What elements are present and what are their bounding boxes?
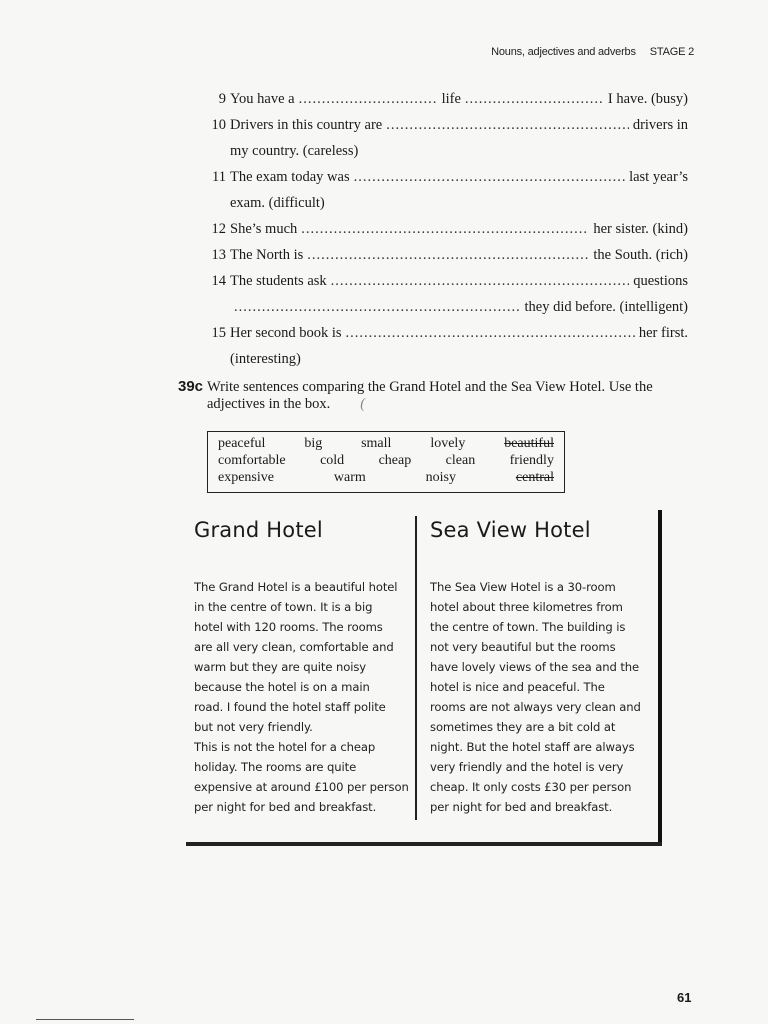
- exercise-item: [208, 268, 688, 320]
- word-box-word: cold: [320, 453, 345, 468]
- word-box-word: lovely: [430, 436, 466, 451]
- word-box-word: big: [304, 436, 323, 451]
- text-line: road. I found the hotel staff polite: [194, 700, 386, 714]
- text-line: very friendly and the hotel is very: [430, 760, 624, 774]
- answer-blank: [234, 294, 521, 320]
- answer-blank: [386, 112, 629, 138]
- exercise-item: [208, 216, 688, 242]
- text-line: rooms are not always very clean and: [430, 700, 641, 714]
- sea-view-hotel-text: [430, 577, 650, 817]
- item-text: drivers in: [632, 117, 688, 133]
- word-box-word: comfortable: [218, 453, 286, 468]
- item-line: [230, 138, 688, 164]
- text-line: night. But the hotel staff are always: [430, 740, 635, 754]
- page-number: 61: [677, 990, 692, 1005]
- item-text: her first.: [638, 325, 688, 341]
- word-box-word: clean: [445, 453, 476, 468]
- item-text: her sister. (kind): [593, 221, 688, 237]
- word-box-word: small: [361, 436, 392, 451]
- word-box-row: [208, 432, 564, 452]
- text-line: are all very clean, comfortable and: [194, 640, 394, 654]
- word-box-word: central: [515, 470, 554, 485]
- header-stage: STAGE 2: [649, 46, 694, 58]
- text-line: expensive at around £100 per person: [194, 780, 409, 794]
- answer-blank: [307, 242, 589, 268]
- task-39c: [178, 378, 698, 413]
- text-line: The Sea View Hotel is a 30-room: [430, 580, 616, 594]
- grand-hotel-text: [194, 577, 414, 817]
- text-line: not very beautiful but the rooms: [430, 640, 616, 654]
- text-line: but not very friendly.: [194, 720, 313, 734]
- item-line: [230, 346, 688, 372]
- item-line: [230, 268, 688, 294]
- answer-blank: [354, 164, 625, 190]
- item-text: last year’s: [629, 169, 688, 185]
- item-number: 15: [211, 325, 226, 341]
- item-number: 12: [211, 221, 226, 237]
- item-line: [230, 294, 688, 320]
- text-line: hotel about three kilometres from: [430, 600, 623, 614]
- hotel-descriptions: [186, 510, 660, 844]
- exercise-item: [208, 164, 688, 216]
- text-line: This is not the hotel for a cheap: [194, 740, 376, 754]
- footer-rule: [36, 1019, 134, 1020]
- text-line: warm but they are quite noisy: [194, 660, 367, 674]
- adjective-word-box: [207, 431, 565, 493]
- item-text: The North is: [230, 247, 304, 263]
- grand-hotel-title: Grand Hotel: [194, 518, 323, 542]
- word-box-word: beautiful: [504, 436, 554, 451]
- item-text: Her second book is: [230, 325, 342, 341]
- item-line: [230, 164, 688, 190]
- item-text: they did before. (intelligent): [524, 299, 688, 315]
- word-box-row: [208, 469, 564, 486]
- word-box-word: peaceful: [218, 436, 266, 451]
- item-number: 13: [211, 247, 226, 263]
- exercise-item: [208, 112, 688, 164]
- pen-mark: (: [360, 396, 366, 412]
- text-line: sometimes they are a bit cold at: [430, 720, 616, 734]
- item-text: You have a: [230, 91, 295, 107]
- item-number: 14: [211, 273, 226, 289]
- task-code: 39c: [178, 378, 204, 395]
- answer-blank: [465, 86, 604, 112]
- text-line: per night for bed and breakfast.: [430, 800, 613, 814]
- item-text: exam. (difficult): [230, 195, 325, 211]
- answer-blank: [301, 216, 589, 242]
- word-box-word: warm: [333, 470, 366, 485]
- text-line: cheap. It only costs £30 per person: [430, 780, 632, 794]
- item-line: [230, 216, 688, 242]
- header-title: Nouns, adjectives and adverbs: [491, 46, 636, 58]
- word-box-row: [208, 452, 564, 469]
- item-text: the South. (rich): [593, 247, 688, 263]
- grand-hotel-column: [194, 510, 414, 817]
- answer-blank: [346, 320, 635, 346]
- running-header: [491, 46, 694, 58]
- text-line: have lovely views of the sea and the: [430, 660, 640, 674]
- text-line: hotel is nice and peaceful. The: [430, 680, 605, 694]
- frame-right-edge: [658, 510, 662, 846]
- sea-view-hotel-column: [430, 510, 650, 817]
- exercise-item: [208, 86, 688, 112]
- task-instruction-line1: Write sentences comparing the Grand Hotel and the Sea View Hotel. Use the: [207, 379, 653, 395]
- item-text: I have. (busy): [607, 91, 689, 107]
- word-box-word: cheap: [378, 453, 412, 468]
- task-instruction-line2: adjectives in the box.: [207, 396, 331, 412]
- text-line: in the centre of town. It is a big: [194, 600, 373, 614]
- item-number: 9: [218, 91, 226, 107]
- answer-blank: [299, 86, 438, 112]
- sea-view-hotel-title: Sea View Hotel: [430, 518, 591, 542]
- item-text: life: [441, 91, 461, 107]
- item-line: [230, 112, 688, 138]
- item-text: questions: [633, 273, 688, 289]
- text-line: holiday. The rooms are quite: [194, 760, 357, 774]
- word-box-word: friendly: [509, 453, 554, 468]
- item-line: [230, 190, 688, 216]
- answer-blank: [331, 268, 630, 294]
- item-line: [230, 320, 688, 346]
- item-text: (interesting): [230, 351, 301, 367]
- exercise-item: [208, 242, 688, 268]
- text-line: per night for bed and breakfast.: [194, 800, 377, 814]
- text-line: because the hotel is on a main: [194, 680, 370, 694]
- text-line: the centre of town. The building is: [430, 620, 626, 634]
- exercise-item: [208, 320, 688, 372]
- item-text: my country. (careless): [230, 143, 359, 159]
- item-number: 10: [211, 117, 226, 133]
- text-line: hotel with 120 rooms. The rooms: [194, 620, 383, 634]
- item-text: She’s much: [230, 221, 298, 237]
- item-number: 11: [212, 169, 226, 185]
- item-text: The exam today was: [230, 169, 350, 185]
- frame-bottom-edge: [186, 842, 662, 846]
- word-box-word: noisy: [425, 470, 456, 485]
- column-divider: [415, 516, 417, 820]
- exercise-list: [208, 86, 688, 372]
- text-line: The Grand Hotel is a beautiful hotel: [194, 580, 398, 594]
- item-line: [230, 86, 688, 112]
- item-text: Drivers in this country are: [230, 117, 383, 133]
- word-box-word: expensive: [218, 470, 274, 485]
- item-text: The students ask: [230, 273, 327, 289]
- item-line: [230, 242, 688, 268]
